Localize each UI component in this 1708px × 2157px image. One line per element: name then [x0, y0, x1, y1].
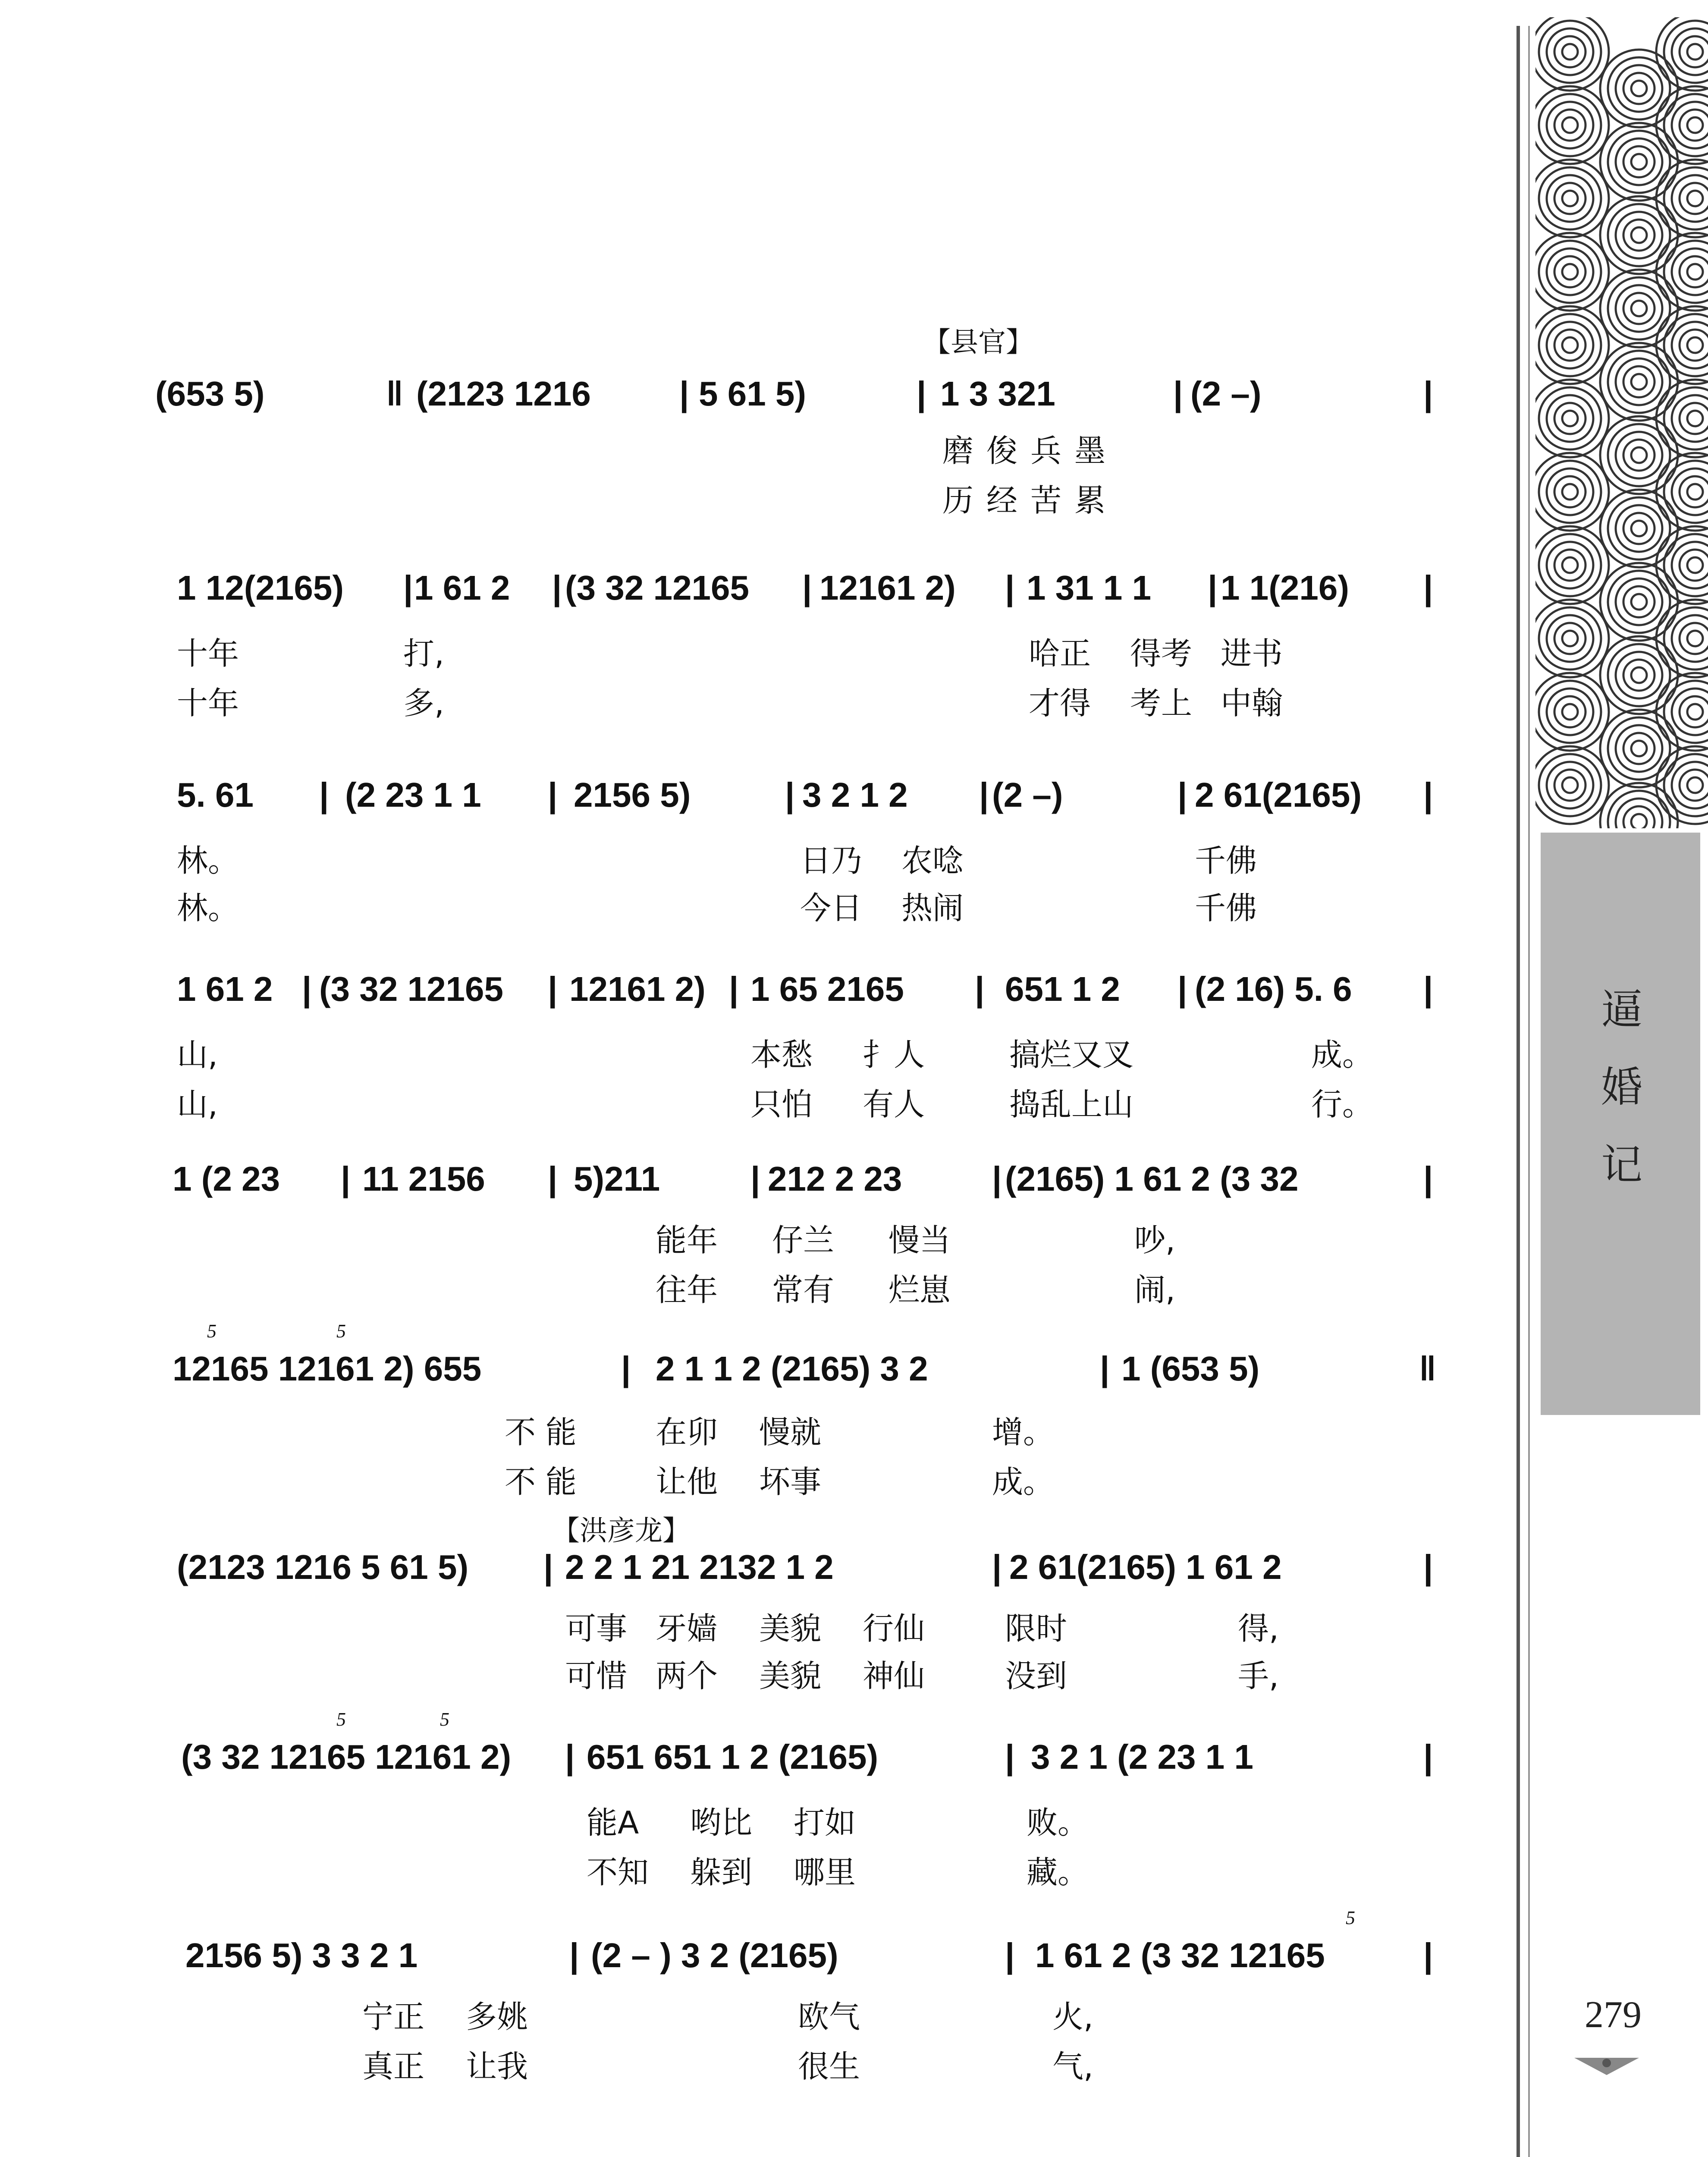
ornament-ring: [1631, 374, 1647, 390]
ornament-ring: [1554, 770, 1586, 801]
score-row-6: [173, 1321, 1436, 1500]
lyric: 很生: [798, 2048, 860, 2085]
barline: |: [569, 1936, 579, 1975]
page-number: 279: [1585, 1994, 1642, 2036]
lyric: 捣乱上山: [1009, 1086, 1134, 1123]
barline: |: [621, 1349, 631, 1388]
ornament-ring: [1608, 131, 1670, 193]
ornament-ring: [1539, 241, 1601, 303]
notation-segment: 11 2156: [362, 1160, 485, 1198]
lyric: 热闹: [901, 890, 964, 926]
ornament-ring: [1631, 81, 1647, 96]
lyric: 打,: [403, 635, 444, 672]
lyric: 多,: [403, 685, 444, 721]
lyric: 仔兰: [772, 1222, 835, 1258]
barline: |: [1423, 1548, 1433, 1586]
notation-segment: (2 –): [1190, 374, 1262, 413]
page-number-ornament: [1574, 2058, 1639, 2075]
lyric: 十年: [177, 635, 239, 672]
barline: |: [1177, 776, 1187, 814]
notation-segment: (2 23 1 1: [345, 776, 481, 814]
lyric: 能年: [656, 1222, 718, 1258]
lyric: 可事: [565, 1610, 628, 1647]
lyric: 打如: [794, 1805, 856, 1841]
ornament-ring: [1631, 301, 1647, 316]
barline: |: [1177, 970, 1187, 1008]
lyric: 美貌: [759, 1610, 822, 1647]
ornament-ring: [1554, 696, 1586, 727]
ornament-ring: [1562, 704, 1578, 720]
barline: |: [979, 776, 989, 814]
ornament-ring: [1554, 550, 1586, 581]
cloud-pattern-ornament: [1531, 13, 1708, 861]
ornament-ring: [1608, 57, 1670, 119]
notation-segment: 1 12(2165): [177, 569, 344, 607]
lyric: 美貌: [759, 1658, 822, 1694]
notation-segment: (2123 1216: [416, 374, 591, 413]
ornament-ring: [1623, 366, 1655, 397]
lyric: 本愁: [750, 1037, 813, 1073]
score-row-3: [177, 776, 1433, 926]
lyric: 才得: [1029, 685, 1091, 721]
notation-segment: (3 32 12165: [319, 970, 504, 1008]
lyric: 哪里: [794, 1854, 856, 1890]
ornament-ring: [1531, 453, 1609, 531]
notation-segment: 3 2 1 (2 23 1 1: [1031, 1738, 1253, 1776]
running-title-char: 婚: [1601, 1063, 1642, 1111]
ornament-ring: [1687, 44, 1703, 60]
lyric: 千佛: [1195, 890, 1257, 926]
ornament-ring: [1562, 557, 1578, 573]
barline: |: [543, 1548, 553, 1586]
ornament-ring: [1539, 314, 1601, 376]
ornament-ring: [1687, 337, 1703, 353]
score-row-8: [181, 1709, 1433, 1890]
ornament-ring: [1531, 160, 1609, 237]
lyric: 不 能: [505, 1414, 577, 1450]
barline: |: [548, 970, 558, 1008]
running-title: [1592, 971, 1652, 1204]
running-title-char: 逼: [1601, 985, 1642, 1034]
notation-segment: 212 2 23: [768, 1160, 902, 1198]
lyric: 只怕: [750, 1086, 813, 1123]
ornament-ring: [1562, 411, 1578, 426]
lyric-line-1: 磨俊兵墨: [942, 433, 1119, 469]
ornament-ring: [1554, 623, 1586, 654]
score-row-1: [155, 327, 1433, 519]
lyric: 有人: [863, 1086, 925, 1123]
score-row-7: [177, 1515, 1433, 1694]
ornament-ring: [1687, 484, 1703, 500]
ornament-ring: [1531, 233, 1609, 311]
barline: |: [1423, 970, 1433, 1008]
barline: |: [403, 569, 413, 607]
lyric: 十年: [177, 685, 239, 721]
score-row-5: [173, 1160, 1433, 1308]
ornament-ring: [1623, 586, 1655, 617]
triplet-mark: 5: [207, 1321, 217, 1342]
ornament-ring: [1562, 777, 1578, 793]
lyric: 手,: [1238, 1658, 1279, 1694]
ornament-ring: [1631, 154, 1647, 170]
lyric: 烂崽: [889, 1272, 951, 1308]
lyric: 能A: [587, 1805, 639, 1841]
ornament-ring: [1608, 204, 1670, 266]
notation-segment: (2165) 1 61 2 (3 32: [1005, 1160, 1299, 1198]
ornament-ring: [1539, 167, 1601, 230]
ornament-ring: [1539, 461, 1601, 523]
ornament-ring: [1623, 73, 1655, 104]
ornament-ring: [1623, 220, 1655, 251]
ornament-ring: [1623, 660, 1655, 691]
notation-segment: 1 65 2165: [750, 970, 904, 1008]
ornament-ring: [1539, 681, 1601, 743]
lyric: 多姚: [466, 1999, 528, 2035]
barline: |: [552, 569, 562, 607]
notation-segment: 12161 2): [819, 569, 956, 607]
notation-segment: (653 5): [155, 374, 265, 413]
lyric: 成。: [1311, 1037, 1374, 1073]
barline: |: [1423, 1160, 1433, 1198]
notation-segment: 12161 2): [569, 970, 706, 1008]
barline: |: [679, 374, 689, 413]
ornament-ring: [1562, 484, 1578, 500]
ornament-ring: [1687, 631, 1703, 646]
ornament-ring: [1539, 607, 1601, 670]
lyric: 火,: [1052, 1999, 1093, 2035]
barline: |: [548, 1160, 558, 1198]
ornament-ring: [1623, 293, 1655, 324]
lyric: 哈正: [1029, 635, 1091, 672]
ornament-ring: [1539, 387, 1601, 450]
ornament-ring: [1608, 571, 1670, 633]
ornament-ring: [1539, 21, 1601, 83]
lyric: 山,: [177, 1037, 218, 1073]
lyric: 不 能: [505, 1464, 577, 1500]
triplet-mark: 5: [336, 1709, 346, 1730]
barline: |: [1005, 1936, 1015, 1975]
notation-segment: 1 61 2: [414, 569, 510, 607]
ornament-ring: [1531, 526, 1609, 604]
lyric: 欧气: [798, 1999, 860, 2035]
lyric: 让他: [656, 1464, 718, 1500]
ornament-ring: [1531, 600, 1609, 677]
score-row-4: [177, 970, 1433, 1123]
ornament-ring: [1631, 667, 1647, 683]
lyric: 慢就: [759, 1414, 822, 1450]
ornament-ring: [1623, 513, 1655, 544]
lyric: 考上: [1130, 685, 1193, 721]
ornament-ring: [1531, 746, 1609, 824]
lyric: 宁正: [362, 1999, 425, 2035]
triplet-mark: 5: [440, 1709, 449, 1730]
ornament-ring: [1631, 521, 1647, 536]
lyric: 哟比: [690, 1805, 753, 1841]
notation-segment: (3 32 12165 12161 2): [181, 1738, 512, 1776]
notation-segment: (2 –): [992, 776, 1063, 814]
lyric: 气,: [1052, 2048, 1093, 2085]
ornament-ring: [1631, 814, 1647, 830]
lyric: 行。: [1311, 1086, 1374, 1123]
notation-segment: 2156 5): [574, 776, 691, 814]
lyric: 林。: [177, 843, 239, 879]
ornament-ring: [1687, 411, 1703, 426]
lyric: 限时: [1005, 1610, 1068, 1647]
barline: |: [1423, 1936, 1433, 1975]
ornament-ring: [1531, 13, 1609, 91]
barline: |: [1173, 374, 1183, 413]
ornament-ring: [1562, 191, 1578, 206]
ornament-ring: [1562, 264, 1578, 280]
ornament-ring: [1608, 277, 1670, 340]
ornament-ring: [1631, 447, 1647, 463]
ornament-ring: [1687, 557, 1703, 573]
lyric: 行仙: [863, 1610, 925, 1647]
ornament-ring: [1531, 380, 1609, 457]
barline: |: [1005, 569, 1015, 607]
lyric: 吵,: [1134, 1222, 1175, 1258]
barline: |: [992, 1160, 1002, 1198]
barline: |: [548, 776, 558, 814]
role-label-hong-yanlong: 【洪彦龙】: [552, 1515, 690, 1547]
triplet-mark: 5: [1346, 1907, 1355, 1928]
barline: |: [1423, 1738, 1433, 1776]
notation-segment: 2156 5) 3 3 2 1: [185, 1936, 418, 1975]
notation-segment: 1 3 321: [940, 374, 1055, 413]
ornament-ring: [1554, 256, 1586, 287]
lyric: 在卯: [656, 1414, 718, 1450]
barline: |: [1100, 1349, 1110, 1388]
notation-segment: 1 61 2: [177, 970, 273, 1008]
lyric: 得考: [1130, 635, 1193, 672]
ornament-ring: [1623, 146, 1655, 177]
notation-segment: (2123 1216 5 61 5): [177, 1548, 469, 1586]
ornament-ring: [1554, 183, 1586, 214]
lyric: 躲到: [690, 1854, 753, 1890]
notation-segment: 1 1(216): [1221, 569, 1349, 607]
notation-segment: 5. 61: [177, 776, 254, 814]
lyric: 不知: [587, 1854, 649, 1890]
lyric: 藏。: [1027, 1854, 1089, 1890]
barline: |: [975, 970, 985, 1008]
notation-segment: (3 32 12165: [565, 569, 750, 607]
ornament-ring: [1539, 534, 1601, 596]
lyric: 日乃: [800, 843, 863, 879]
notation-segment: (2 – ) 3 2 (2165): [591, 1936, 838, 1975]
ornament-ring: [1687, 704, 1703, 720]
lyric: 增。: [992, 1414, 1055, 1450]
running-title-char: 记: [1601, 1141, 1642, 1189]
barline: |: [302, 970, 312, 1008]
notation-segment: 651 651 1 2 (2165): [587, 1738, 879, 1776]
lyric: 牙嫱: [656, 1610, 718, 1647]
lyric: 常有: [772, 1272, 835, 1308]
lyric: 让我: [466, 2048, 528, 2085]
barline: |: [729, 970, 739, 1008]
ornament-ring: [1539, 94, 1601, 156]
lyric: 神仙: [863, 1658, 925, 1694]
lyric: 坏事: [759, 1464, 822, 1500]
lyric: 农唸: [901, 843, 964, 879]
lyric: 成。: [992, 1464, 1055, 1500]
lyric: 慢当: [889, 1222, 951, 1258]
barline: |: [992, 1548, 1002, 1586]
barline: |: [1423, 776, 1433, 814]
lyric: 搞烂又叉: [1009, 1037, 1134, 1073]
barline: |: [1005, 1738, 1015, 1776]
lyric: 中翰: [1221, 685, 1283, 721]
ornament-ring: [1554, 110, 1586, 141]
barline: |: [319, 776, 329, 814]
ornament-ring: [1687, 191, 1703, 206]
ornament-ring: [1608, 424, 1670, 486]
lyric: 得,: [1238, 1610, 1279, 1647]
notation-segment: 3 2 1 2: [802, 776, 908, 814]
lyric: 没到: [1005, 1658, 1068, 1694]
barline: |: [785, 776, 795, 814]
ornament-ring: [1631, 227, 1647, 243]
score-row-9: [185, 1907, 1433, 2085]
lyric: 真正: [362, 2048, 425, 2085]
ornament-ring: [1562, 337, 1578, 353]
ornament-ring: [1608, 351, 1670, 413]
lyric: 千佛: [1195, 843, 1257, 879]
ornament-ring: [1631, 741, 1647, 756]
ornament-ring: [1562, 117, 1578, 133]
barline: |: [750, 1160, 760, 1198]
barline: |: [341, 1160, 351, 1198]
ornament-ring: [1608, 644, 1670, 706]
lyric: 扌人: [863, 1037, 925, 1073]
notation-segment: 651 1 2: [1005, 970, 1120, 1008]
ornament-ring: [1631, 594, 1647, 610]
ornament-ring: [1531, 673, 1609, 751]
lyric: 可惜: [565, 1658, 628, 1694]
notation-segment: 1 61 2 (3 32 12165: [1035, 1936, 1325, 1975]
score-row-2: [177, 569, 1433, 721]
lyric: 闹,: [1134, 1272, 1175, 1308]
notation-segment: 5 61 5): [699, 374, 807, 413]
notation-segment: 2 61(2165): [1195, 776, 1362, 814]
barline: |: [1208, 569, 1218, 607]
ornament-ring: [1623, 733, 1655, 764]
final-barline: ‖: [1419, 1349, 1436, 1388]
repeat-barline: ‖: [386, 374, 403, 413]
ornament-ring: [1608, 717, 1670, 780]
role-label-county-magistrate: 【县官】: [923, 327, 1033, 358]
lyric: 山,: [177, 1086, 218, 1123]
ornament-ring: [1623, 440, 1655, 471]
lyric: 败。: [1027, 1805, 1089, 1841]
barline: |: [802, 569, 812, 607]
ornament-ring: [1608, 497, 1670, 560]
ornament-ring: [1687, 777, 1703, 793]
ornament-ring: [1554, 36, 1586, 67]
notation-segment: 12165 12161 2) 655: [173, 1349, 482, 1388]
lyric: 今日: [800, 890, 863, 926]
ornament-ring: [1687, 264, 1703, 280]
barline: |: [1423, 569, 1433, 607]
barline: |: [917, 374, 926, 413]
barline: |: [565, 1738, 575, 1776]
notation-segment: 1 (653 5): [1121, 1349, 1260, 1388]
ornament-ring: [1531, 306, 1609, 384]
barline: |: [1423, 374, 1433, 413]
ornament-ring: [1562, 631, 1578, 646]
ornament-ring: [1539, 754, 1601, 816]
notation-segment: 2 61(2165) 1 61 2: [1009, 1548, 1282, 1586]
notation-segment: 1 (2 23: [173, 1160, 280, 1198]
notation-segment: 2 1 1 2 (2165) 3 2: [656, 1349, 928, 1388]
ornament-ring: [1687, 117, 1703, 133]
notation-segment: (2 16) 5. 6: [1195, 970, 1352, 1008]
triplet-mark: 5: [336, 1321, 346, 1342]
ornament-ring: [1562, 44, 1578, 60]
notation-segment: 1 31 1 1: [1027, 569, 1152, 607]
lyric: 两个: [656, 1658, 718, 1694]
notation-segment: 5)211: [574, 1160, 660, 1198]
ornament-ring: [1531, 86, 1609, 164]
ornament-ring: [1554, 403, 1586, 434]
lyric: 往年: [656, 1272, 718, 1308]
notation-segment: 2 2 1 21 2132 1 2: [565, 1548, 834, 1586]
ornament-ring: [1554, 476, 1586, 507]
lyric: 林。: [177, 890, 239, 926]
lyric-line-2: 历经苦累: [942, 482, 1119, 519]
ornament-ring: [1554, 330, 1586, 361]
lyric: 进书: [1221, 635, 1283, 672]
